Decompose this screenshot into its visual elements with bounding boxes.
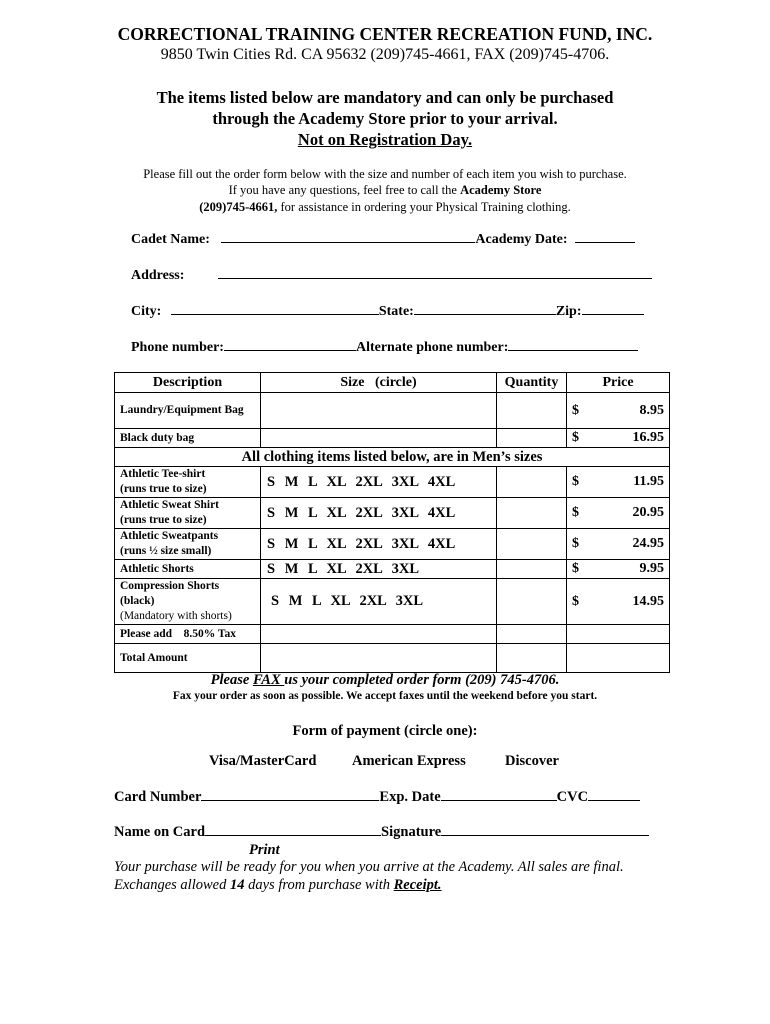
address-label: Address:	[131, 268, 185, 283]
card-number-field[interactable]	[201, 800, 379, 801]
mens-sizes-note: All clothing items listed below, are in Men’s sizes	[115, 448, 670, 467]
size-options[interactable]: S M L XL 2XL 3XL 4XL	[261, 467, 497, 498]
exp-date-label: Exp. Date	[379, 789, 441, 805]
zip-field[interactable]	[582, 314, 644, 315]
address-field[interactable]	[218, 278, 652, 279]
intro-line-3: (209)745-4661, for assistance in ordering your Physical Training clothing.	[199, 200, 571, 214]
size-cell	[261, 625, 497, 644]
visa-mastercard-option[interactable]: Visa/MasterCard	[209, 753, 317, 769]
price-cell: $ 16.95	[567, 429, 670, 448]
table-row	[115, 579, 670, 625]
price-cell: $ 20.95	[567, 498, 670, 529]
table-row	[115, 529, 670, 560]
american-express-option[interactable]: American Express	[352, 753, 466, 769]
item-description: Laundry/Equipment Bag	[115, 393, 261, 429]
quantity-cell[interactable]	[497, 429, 567, 448]
cadet-name-field[interactable]	[221, 242, 475, 243]
name-signature-row	[114, 824, 649, 841]
section-note-row	[115, 448, 670, 467]
item-description: Athletic Sweat Shirt (runs true to size)	[115, 498, 261, 529]
organization-name: CORRECTIONAL TRAINING CENTER RECREATION FUND, INC.	[117, 24, 653, 44]
card-number-label: Card Number	[114, 789, 202, 805]
quantity-cell[interactable]	[497, 498, 567, 529]
name-on-card-label: Name on Card	[114, 824, 206, 840]
address-row	[131, 268, 652, 284]
quantity-cell[interactable]	[497, 529, 567, 560]
signature-field[interactable]	[441, 835, 649, 836]
size-header: Size (circle)	[261, 373, 497, 393]
item-description: Compression Shorts (black) (Mandatory with shorts)	[115, 579, 261, 625]
item-description: Black duty bag	[115, 429, 261, 448]
total-amount-cell[interactable]	[567, 644, 670, 673]
alt-phone-label: Alternate phone number:	[355, 340, 509, 355]
payment-title: Form of payment (circle one):	[292, 723, 478, 739]
size-cell	[261, 429, 497, 448]
price-cell: $ 9.95	[567, 560, 670, 579]
quantity-cell	[497, 625, 567, 644]
fax-deadline-note: Fax your order as soon as possible. We accept faxes until the weekend before you start.	[172, 690, 598, 702]
quantity-header: Quantity	[497, 373, 567, 393]
cadet-name-label: Cadet Name:	[131, 232, 210, 247]
zip-label: Zip:	[555, 304, 582, 319]
total-row	[115, 644, 670, 673]
cadet-name-row	[131, 232, 635, 248]
name-on-card-field[interactable]	[205, 835, 381, 836]
size-options[interactable]: S M L XL 2XL 3XL 4XL	[261, 498, 497, 529]
price-cell: $ 11.95	[567, 467, 670, 498]
item-description: Athletic Tee-shirt (runs true to size)	[115, 467, 261, 498]
footer-line-2: Exchanges allowed 14 days from purchase with Receipt.	[114, 877, 442, 893]
item-description: Athletic Shorts	[115, 560, 261, 579]
signature-label: Signature	[381, 824, 442, 840]
price-cell: $ 8.95	[567, 393, 670, 429]
organization-address: 9850 Twin Cities Rd. CA 95632 (209)745-4661, FAX (209)745-4706.	[160, 46, 610, 63]
size-options[interactable]: S M L XL 2XL 3XL	[261, 560, 497, 579]
tax-amount-cell[interactable]	[567, 625, 670, 644]
print-note: Print	[249, 842, 280, 858]
tax-row	[115, 625, 670, 644]
intro-line-1: Please fill out the order form below with the size and number of each item you wish to purchase.	[143, 167, 627, 181]
discover-option[interactable]: Discover	[505, 753, 559, 769]
city-field[interactable]	[171, 314, 379, 315]
footer-line-1: Your purchase will be ready for you when you arrive at the Academy. All sales are final.	[114, 859, 624, 875]
notice-line-2: through the Academy Store prior to your arrival.	[212, 109, 558, 128]
total-label: Total Amount	[115, 644, 261, 673]
table-header-row	[115, 373, 670, 393]
phone-row	[131, 340, 638, 356]
price-header: Price	[567, 373, 670, 393]
quantity-cell[interactable]	[497, 560, 567, 579]
quantity-cell[interactable]	[497, 393, 567, 429]
academy-date-field[interactable]	[575, 242, 635, 243]
table-row	[115, 467, 670, 498]
table-row	[115, 429, 670, 448]
academy-date-label: Academy Date:	[475, 232, 568, 247]
fax-instruction: Please FAX us your completed order form (209) 745-4706.	[210, 672, 560, 688]
cvc-field[interactable]	[588, 800, 640, 801]
tax-label: Please add 8.50% Tax	[115, 625, 261, 644]
description-header: Description	[115, 373, 261, 393]
quantity-cell[interactable]	[497, 467, 567, 498]
state-label: State:	[378, 304, 414, 319]
order-table	[114, 372, 670, 673]
price-cell: $ 14.95	[567, 579, 670, 625]
alt-phone-field[interactable]	[508, 350, 638, 351]
size-cell	[261, 393, 497, 429]
notice-line-3: Not on Registration Day.	[297, 130, 473, 149]
city-label: City:	[131, 304, 162, 319]
table-row	[115, 498, 670, 529]
exp-date-field[interactable]	[441, 800, 557, 801]
size-options[interactable]: S M L XL 2XL 3XL 4XL	[261, 529, 497, 560]
intro-line-2: If you have any questions, feel free to call the Academy Store	[228, 183, 542, 197]
card-row	[114, 789, 640, 806]
table-row	[115, 393, 670, 429]
notice-line-1: The items listed below are mandatory and can only be purchased	[156, 88, 614, 107]
price-cell: $ 24.95	[567, 529, 670, 560]
size-options[interactable]: S M L XL 2XL 3XL	[261, 579, 497, 625]
phone-label: Phone number:	[131, 340, 224, 355]
quantity-cell	[497, 644, 567, 673]
quantity-cell[interactable]	[497, 579, 567, 625]
cvc-label: CVC	[556, 789, 589, 805]
item-description: Athletic Sweatpants (runs ½ size small)	[115, 529, 261, 560]
city-row	[131, 304, 644, 320]
size-cell	[261, 644, 497, 673]
table-row	[115, 560, 670, 579]
phone-field[interactable]	[224, 350, 356, 351]
state-field[interactable]	[414, 314, 556, 315]
